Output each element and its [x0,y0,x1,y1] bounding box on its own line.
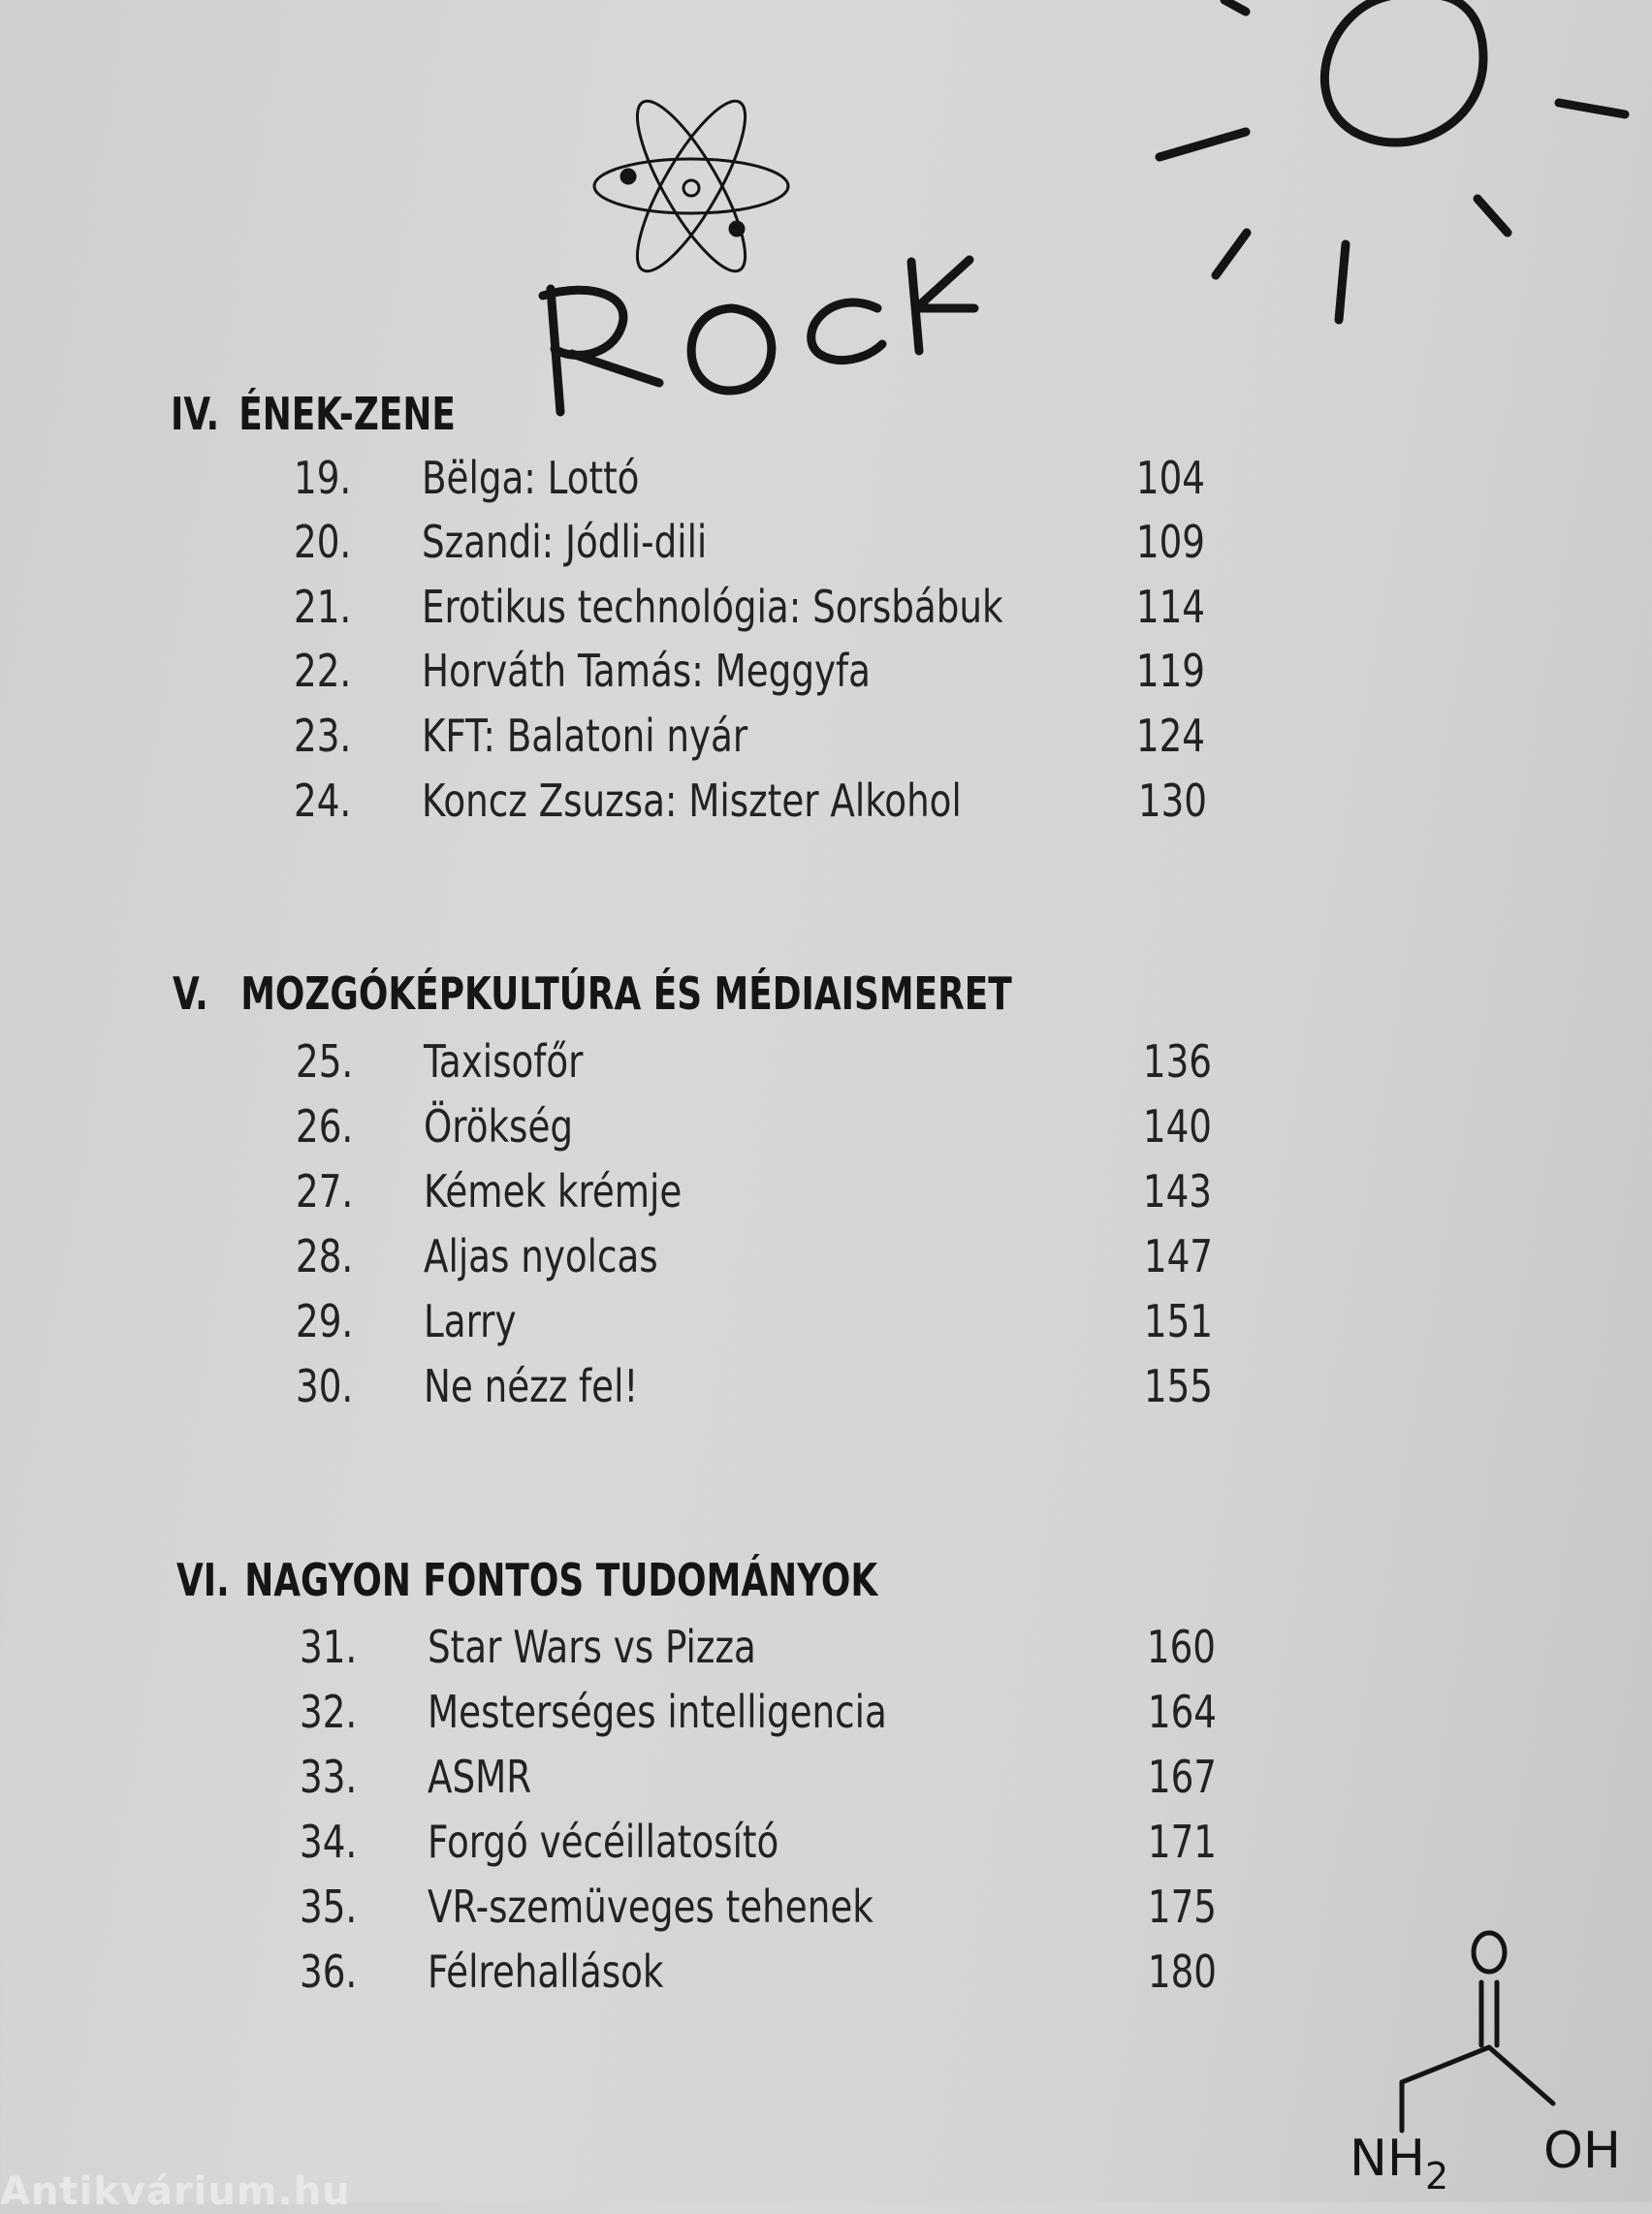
entry-number: 22. [294,645,352,697]
entry-page: 136 [1142,1035,1212,1088]
entry-number: 25. [296,1035,354,1088]
entry-number: 27. [296,1165,354,1218]
section-title: ÉNEK-ZENE [238,388,456,440]
section-numeral: VI. [176,1554,230,1606]
entry-number: 24. [294,775,352,827]
entry-title: ASMR [428,1751,532,1803]
entry-number: 33. [300,1751,358,1803]
entry-number: 30. [296,1360,354,1412]
entry-number: 21. [294,581,352,633]
entry-page: 143 [1142,1165,1212,1218]
toc-entry [294,516,1360,580]
entry-title: Örökség [424,1100,574,1153]
section-numeral: V. [173,967,208,1020]
entry-title: VR-szemüveges tehenek [428,1881,874,1933]
entry-title: Star Wars vs Pizza [428,1621,756,1673]
rock-doodle [543,260,974,412]
entry-title: Taxisofőr [424,1035,584,1088]
entry-title: Bëlga: Lottó [422,452,640,504]
entry-page: 155 [1143,1360,1213,1412]
toc-entry [296,1100,1362,1164]
toc-entry [300,1621,1366,1685]
section-title: MOZGÓKÉPKULTÚRA ÉS MÉDIAISMERET [240,967,1012,1020]
entry-title: Forgó vécéillatosító [428,1816,779,1868]
toc-entry [300,1686,1366,1750]
entry-title: Horváth Tamás: Meggyfa [422,645,871,697]
toc-entry [296,1165,1362,1229]
entry-title: Mesterséges intelligencia [428,1686,887,1738]
entry-number: 29. [296,1295,354,1347]
entry-page: 140 [1142,1100,1212,1153]
entry-number: 34. [300,1816,358,1868]
glycine-molecule-icon [1350,1933,1621,2198]
toc-entry [294,775,1360,838]
entry-title: Koncz Zsuzsa: Miszter Alkohol [422,775,962,827]
entry-page: 104 [1135,452,1205,504]
entry-page: 180 [1147,1945,1217,1998]
entry-number: 20. [294,516,352,568]
entry-page: 124 [1135,710,1205,762]
toc-entry [296,1360,1362,1424]
entry-number: 28. [296,1230,354,1282]
entry-title: Ne nézz fel! [424,1360,639,1412]
entry-page: 175 [1147,1881,1217,1933]
toc-entry [300,1816,1366,1880]
entry-page: 151 [1143,1295,1213,1347]
atom-icon [594,88,788,283]
entry-number: 31. [300,1621,358,1673]
toc-entry [296,1230,1362,1294]
toc-entry [296,1295,1362,1359]
entry-number: 32. [300,1686,358,1738]
entry-title: Larry [424,1295,517,1347]
section-title: NAGYON FONTOS TUDOMÁNYOK [244,1554,878,1606]
entry-page: 130 [1137,775,1207,827]
entry-page: 160 [1146,1621,1216,1673]
toc-entry [294,710,1360,774]
watermark: Antikvárium.hu [0,2169,351,2214]
toc-entry [294,452,1360,516]
entry-title: Szandi: Jódli-dili [422,516,708,568]
entry-title: Félrehallások [428,1945,664,1998]
entry-page: 119 [1135,645,1205,697]
toc-entry [294,645,1360,709]
entry-number: 23. [294,710,352,762]
toc-entry [300,1751,1366,1815]
molecule-subscript-label: 2 [1425,2155,1449,2198]
toc-entry [300,1945,1366,2009]
molecule-nh2-label: NH [1350,2130,1425,2188]
entry-page: 114 [1135,581,1205,633]
entry-title: KFT: Balatoni nyár [422,710,748,762]
entry-number: 35. [300,1881,358,1933]
toc-entry [300,1881,1366,1945]
entry-page: 171 [1147,1816,1217,1868]
entry-page: 109 [1135,516,1205,568]
entry-title: Erotikus technológia: Sorsbábuk [422,581,1003,633]
entry-page: 164 [1147,1686,1217,1738]
molecule-oh-label: OH [1543,2122,1622,2180]
entry-number: 19. [294,452,352,504]
sun-icon [1160,0,1625,320]
entry-page: 167 [1147,1751,1217,1803]
entry-number: 26. [296,1100,354,1153]
entry-title: Aljas nyolcas [424,1230,658,1282]
toc-entry [296,1035,1362,1099]
entry-page: 147 [1143,1230,1213,1282]
entry-number: 36. [300,1945,358,1998]
section-numeral: IV. [171,388,220,440]
toc-entry [294,581,1360,645]
entry-title: Kémek krémje [424,1165,683,1218]
